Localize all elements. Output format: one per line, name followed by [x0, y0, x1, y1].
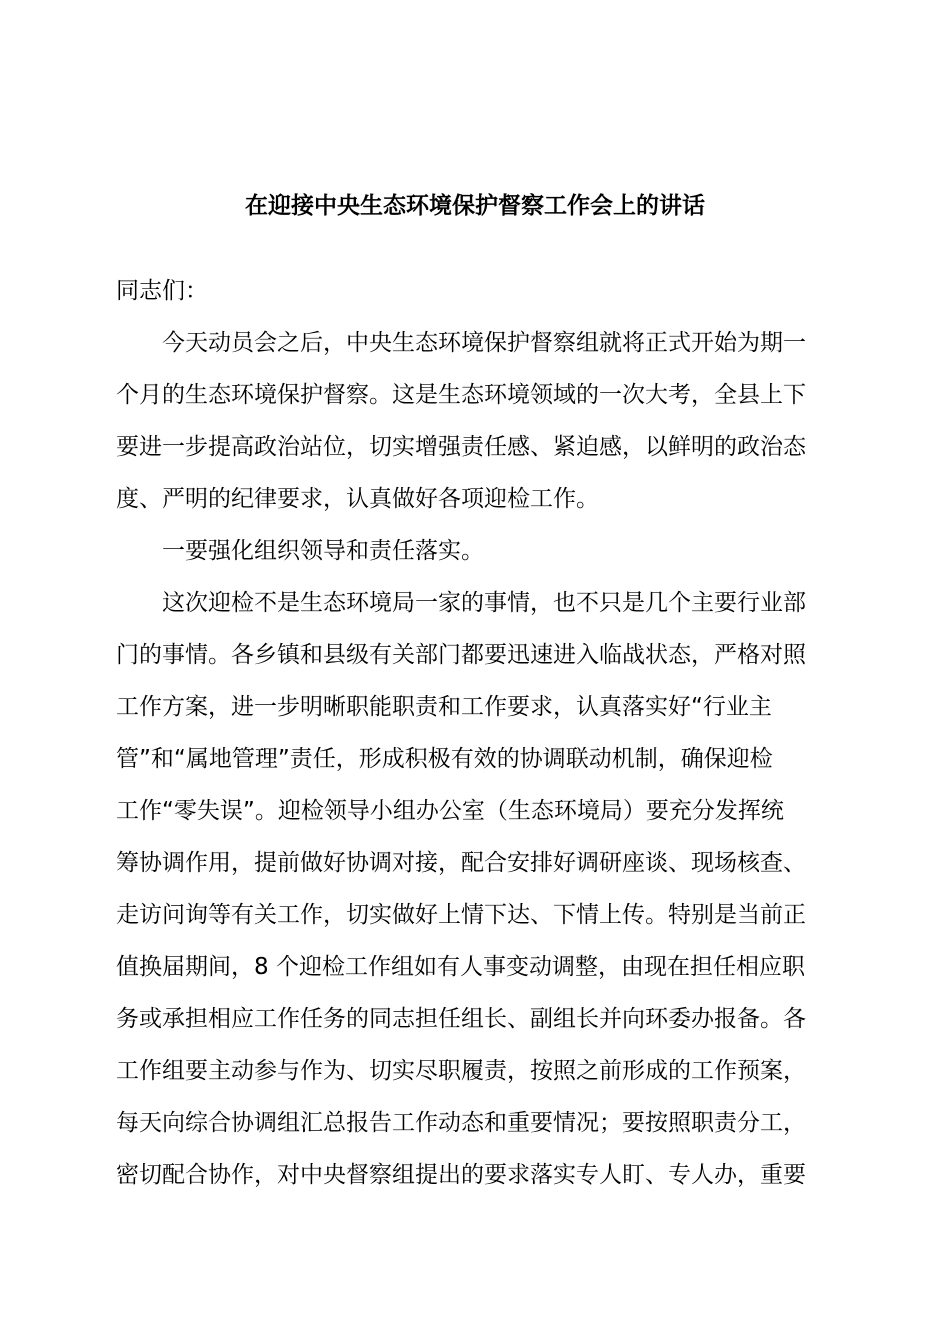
paragraph-line: 管”和“属地管理”责任，形成积极有效的协调联动机制，确保迎检 [116, 746, 773, 772]
paragraph-line: 值换届期间，8 个迎检工作组如有人事变动调整，由现在担任相应职 [116, 954, 805, 980]
paragraph-line: 务或承担相应工作任务的同志担任组长、副组长并向环委办报备。各 [116, 1006, 806, 1032]
paragraph-line: 走访问询等有关工作，切实做好上情下达、下情上传。特别是当前正 [116, 902, 806, 928]
paragraph-line: 工作组要主动参与作为、切实尽职履责，按照之前形成的工作预案， [116, 1058, 806, 1084]
paragraph-line: 个月的生态环境保护督察。这是生态环境领域的一次大考，全县上下 [116, 382, 806, 408]
document-body [116, 265, 838, 1201]
document-title: 在迎接中央生态环境保护督察工作会上的讲话 [245, 193, 705, 219]
paragraph-line: 工作方案，进一步明晰职能职责和工作要求，认真落实好“行业主 [116, 694, 772, 720]
paragraph-line: 这次迎检不是生态环境局一家的事情，也不只是几个主要行业部 [162, 590, 806, 616]
paragraph-line: 工作“零失误”。迎检领导小组办公室（生态环境局）要充分发挥统 [116, 798, 784, 824]
paragraph-line: 度、严明的纪律要求，认真做好各项迎检工作。 [116, 486, 599, 512]
paragraph-line: 要进一步提高政治站位，切实增强责任感、紧迫感，以鲜明的政治态 [116, 434, 806, 460]
paragraph-line: 密切配合协作，对中央督察组提出的要求落实专人盯、专人办，重要 [116, 1162, 806, 1188]
paragraph-line: 筹协调作用，提前做好协调对接，配合安排好调研座谈、现场核查、 [116, 850, 806, 876]
paragraph-line: 今天动员会之后，中央生态环境保护督察组就将正式开始为期一 [162, 330, 806, 356]
paragraph-line: 门的事情。各乡镇和县级有关部门都要迅速进入临战状态，严格对照 [116, 642, 806, 668]
section-heading: 一要强化组织领导和责任落实。 [162, 538, 484, 564]
salutation: 同志们： [116, 278, 208, 304]
paragraph-line: 每天向综合协调组汇总报告工作动态和重要情况；要按照职责分工， [116, 1110, 806, 1136]
